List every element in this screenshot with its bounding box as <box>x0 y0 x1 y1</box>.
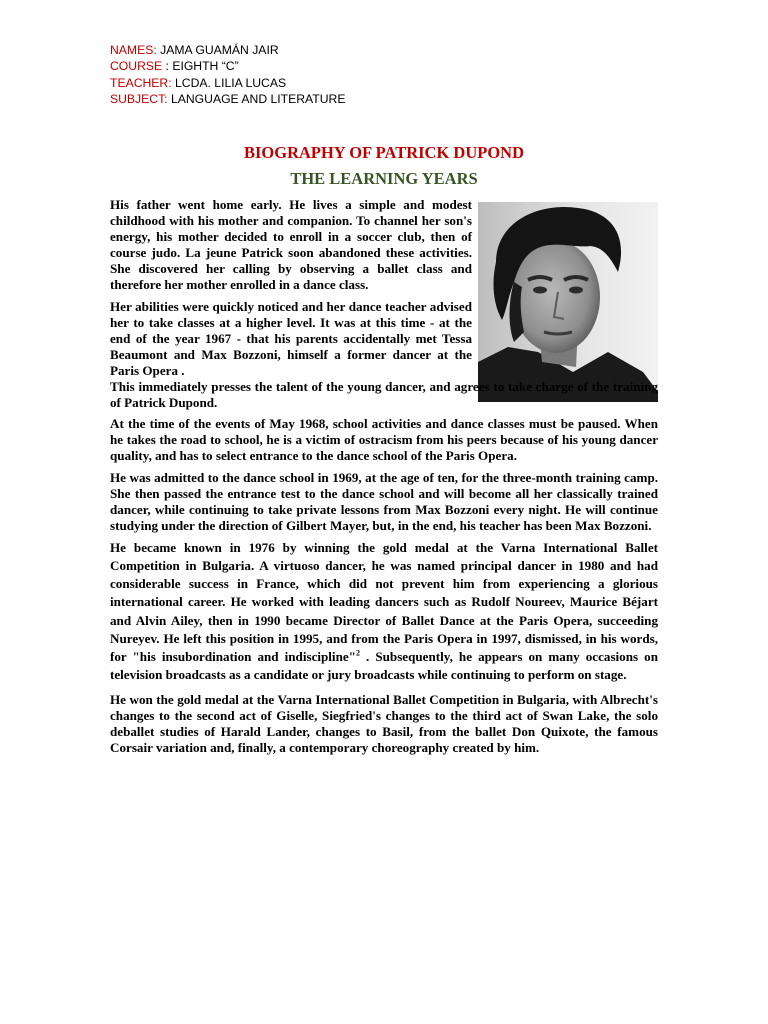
paragraph-1: His father went home early. He lives a simple and modest childhood with his mother and companion. To channel her son's energy, his mother decided to enroll in a soccer club, then of course judo. La jeune Patrick soon abandoned these activities. She discovered her calling by observing a ballet class and therefore her mother enrolled in a dance class. <box>110 197 472 293</box>
paragraph-5-start: He became known in 1976 by winning the gold medal at the Varna International Ballet Competition in Bulgaria. A virtuoso dancer, he was named principal dancer in 1980 and had considerable success in France, which did not prevent him from experiencing a glorious international career. He worked with leading dancers such as Rudolf Noureev, Maurice Béjart and Alvin Ailey, then in 1990 became Director of Ballet Dance at the Paris Opera, succeeding Nureyev. He left this position in 1995, and from the Paris Opera in 1997, dismissed, in his words, for "his insubordination and indiscipline" <box>110 539 658 665</box>
text-beside-photo <box>110 197 472 379</box>
course-row <box>110 58 345 74</box>
teacher-value: LCDA. LILIA LUCAS <box>171 75 287 90</box>
paragraph-2-continued: This immediately presses the talent of the young dancer, and agrees to take charge of the training of Patrick Dupond. <box>110 379 658 411</box>
section-subtitle: THE LEARNING YEARS <box>290 169 478 188</box>
teacher-label: TEACHER: <box>110 75 172 90</box>
names-value: JAMA GUAMÁN JAIR <box>156 43 279 57</box>
document-title: BIOGRAPHY OF PATRICK DUPOND <box>243 143 525 162</box>
biography-text <box>110 197 658 761</box>
paragraph-4: He was admitted to the dance school in 1969, at the age of ten, for the three-month training camp. She then passed the entrance test to the dance school and will become all her classically trained dancer, while continuing to take private lessons from Max Bozzoni every night. He will continue studying under the direction of Gilbert Mayer, but, in the end, his teacher has been Max Bozzoni. <box>110 469 658 533</box>
subject-value: LANGUAGE AND LITERATURE <box>167 92 346 107</box>
names-label: NAMES: <box>110 43 157 57</box>
paragraph-5 <box>110 539 658 685</box>
subject-row <box>110 91 345 107</box>
paragraph-3: At the time of the events of May 1968, school activities and dance classes must be paused. When he takes the road to school, he is a victim of ostracism from his peers because of his young dancer quality, and has to select entrance to the dance school of the Paris Opera. <box>110 416 658 464</box>
subject-label: SUBJECT: <box>110 92 168 107</box>
paragraph-6: He won the gold medal at the Varna International Ballet Competition in Bulgaria, with Albrecht's changes to the second act of Giselle, Siegfried's changes to the third act of Swan Lake, the solo deballet studies of Harald Lander, changes to Basil, from the ballet Don Quixote, the famous Corsair variation and, finally, a contemporary choreography created by him. <box>110 691 658 755</box>
names-row <box>110 42 345 58</box>
course-value: : EIGHTH “C” <box>162 59 239 74</box>
course-label: COURSE <box>110 59 163 74</box>
paragraph-5-end: . Subsequently, he appears on many occasions on television broadcasts as a candidate or jury broadcasts while continuing to perform on stage. <box>110 649 658 683</box>
teacher-row <box>110 75 345 91</box>
student-header <box>110 42 345 108</box>
paragraph-2: Her abilities were quickly noticed and her dance teacher advised her to take classes at a higher level. It was at this time - at the end of the year 1967 - that his parents accidentally met Tessa Beaumont and Max Bozzoni, himself a former dancer at the Paris Opera . <box>110 298 472 378</box>
footnote-marker: 2 <box>355 648 360 658</box>
